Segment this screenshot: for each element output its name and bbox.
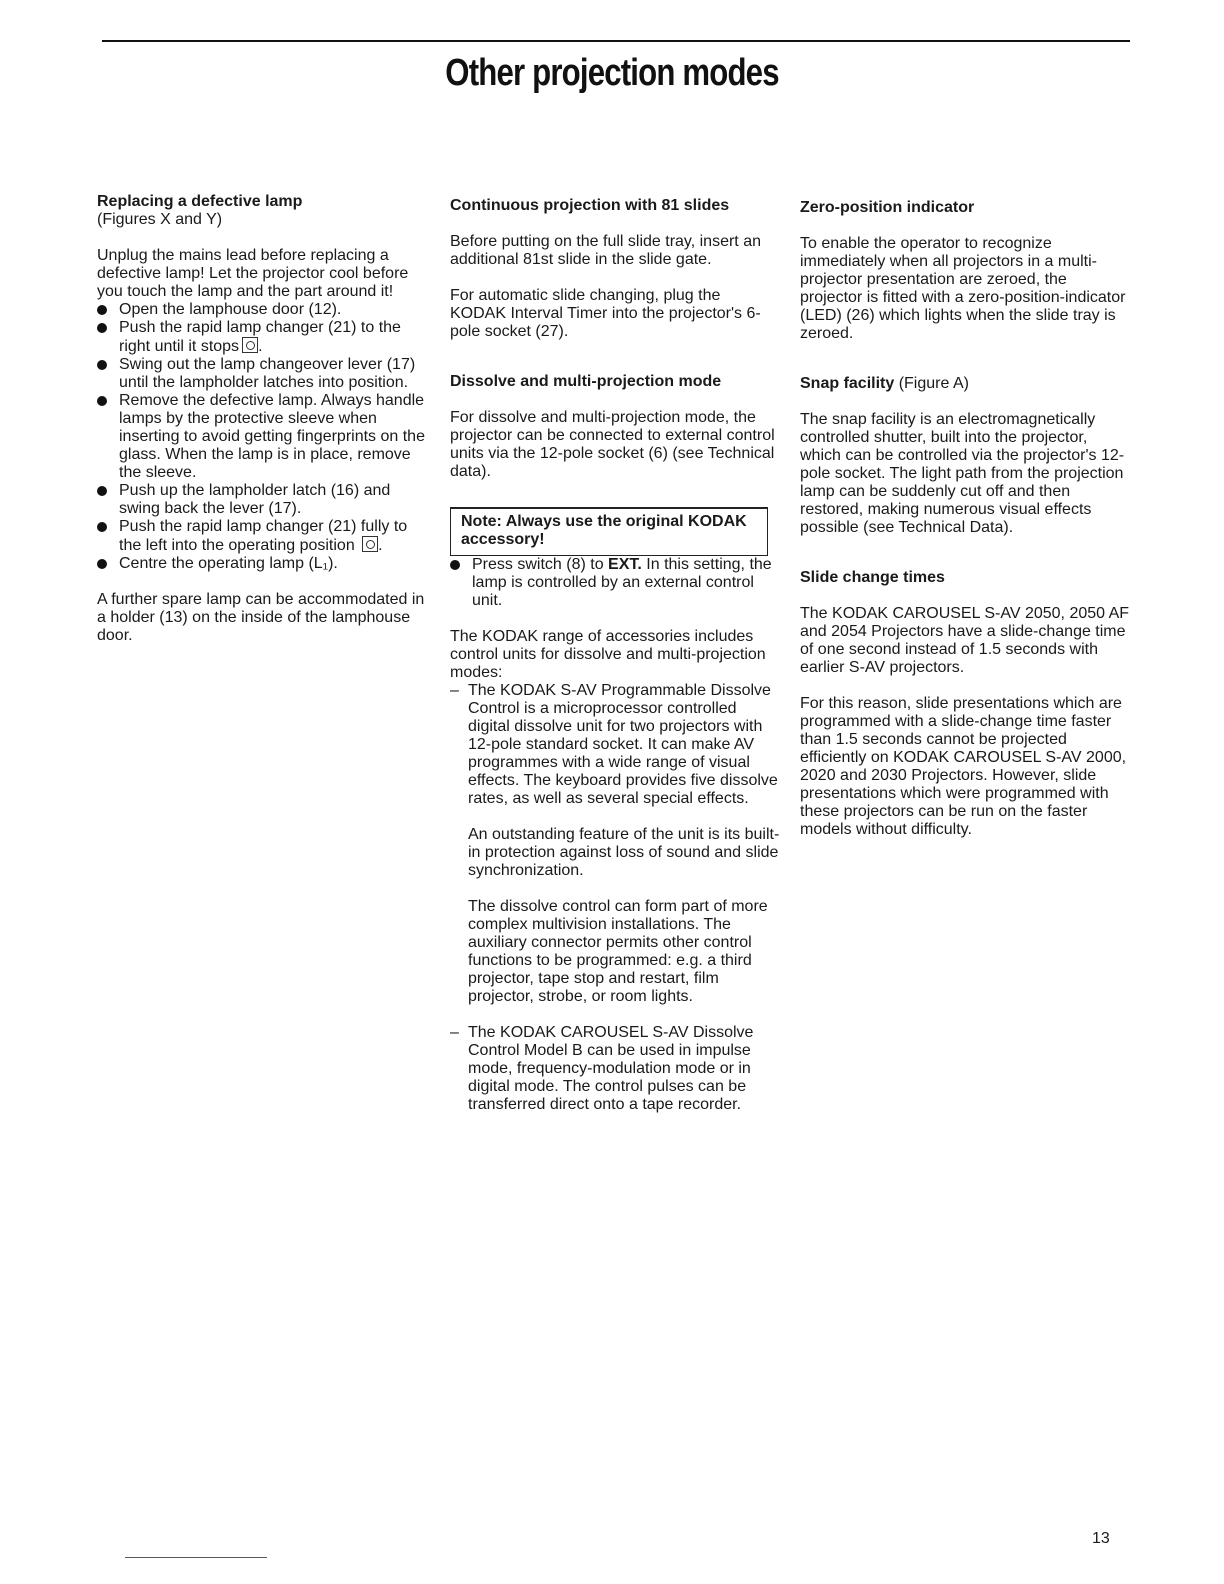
list-item: Open the lamphouse door (12). [97,301,427,319]
list-item: – The KODAK CAROUSEL S-AV Dissolve Control Model B can be used in impulse mode, frequency-modulation mode or in digital mode. The control pulses can be transferred direct onto a tape recorder. [450,1024,754,1113]
heading-replacing-lamp: Replacing a defective lamp [97,193,303,210]
column-projection-modes [450,197,780,1114]
list-item: Centre the operating lamp (L₁). [97,555,427,573]
accessories-paragraph: The KODAK range of accessories includes control units for dissolve and multi-projection modes: [450,628,766,681]
list-item: Swing out the lamp changeover lever (17) until the lampholder latches into position. [97,356,427,392]
snap-facility-paragraph: The snap facility is an electromagnetically controlled shutter, built into the projector, which can be controlled via the projector's 12-pole socket. The light path from the projection lamp can be suddenly cut off and then restored, making numerous visual effects possible (see Technical Data). [800,411,1125,536]
figures-reference: (Figures X and Y) [97,211,223,228]
page-number: 13 [1092,1530,1110,1547]
list-item: Push the rapid lamp changer (21) to the right until it stops . [97,319,427,356]
column-indicators [800,199,1130,839]
bottom-rule [125,1557,267,1558]
lamp-warning-paragraph: Unplug the mains lead before replacing a defective lamp! Let the projector cool before you touch the lamp and the part around it! [97,247,409,300]
top-rule [102,40,1130,42]
heading-zero-position: Zero-position indicator [800,199,975,216]
zero-position-paragraph: To enable the operator to recognize immediately when all projectors in a multi-projector presentation are zeroed, the projector is fitted with a zero-position-indicator (LED) (26) which lights when the slide tray is zeroed. [800,235,1126,342]
page-title: Other projection modes [445,52,779,94]
heading-dissolve-mode: Dissolve and multi-projection mode [450,373,722,390]
slide-change-paragraph-2: For this reason, slide presentations which are programmed with a slide-change time faster than 1.5 seconds cannot be projected efficiently on KODAK CAROUSEL S-AV 2000, 2020 and 2030 Projectors. However, slide presentations which were programmed with these projectors can be run on the faster models without difficulty. [800,695,1127,838]
list-item: Press switch (8) to EXT. In this setting, the lamp is controlled by an external control unit. [450,556,780,610]
accessories-list [450,682,780,1114]
list-item: Remove the defective lamp. Always handle lamps by the protective sleeve when inserting to avoid getting fingerprints on the glass. When the lamp is in place, remove the sleeve. [97,392,427,482]
list-item: Push up the lampholder latch (16) and swing back the lever (17). [97,482,427,518]
slide-change-paragraph-1: The KODAK CAROUSEL S-AV 2050, 2050 AF and 2054 Projectors have a slide-change time of one second instead of 1.5 seconds with earlier S-AV projectors. [800,605,1130,676]
list-item: Push the rapid lamp changer (21) fully to the left into the operating position . [97,518,427,555]
operating-position-symbol-icon [362,536,378,552]
heading-snap-facility: Snap facility (Figure A) [800,375,969,392]
continuous-paragraph-1: Before putting on the full slide tray, insert an additional 81st slide in the slide gate. [450,233,761,268]
ext-switch-list [450,556,780,610]
note-box: Note: Always use the original KODAK accessory! [450,507,768,556]
spare-lamp-paragraph: A further spare lamp can be accommodated in a holder (13) on the inside of the lamphouse door. [97,591,425,644]
lamp-steps-list [97,301,427,573]
continuous-paragraph-2: For automatic slide changing, plug the KODAK Interval Timer into the projector's 6-pole socket (27). [450,287,761,340]
heading-slide-change-times: Slide change times [800,569,945,586]
column-lamp-replacement [97,193,427,645]
lamp-position-symbol-icon [242,337,258,353]
dissolve-paragraph: For dissolve and multi-projection mode, the projector can be connected to external control units via the 12-pole socket (6) (see Technical data). [450,409,775,480]
heading-continuous-projection: Continuous projection with 81 slides [450,197,730,214]
list-item: – The KODAK S-AV Programmable Dissolve Control is a microprocessor controlled digital dissolve unit for two projectors with 12-pole standard socket. It can make AV programmes with a wide range of visual effects. The keyboard provides five dissolve rates, as well as several special effects. An outstanding feature of the unit is its built-in protection against loss of sound and slide synchronization. The dissolve control can form part of more complex multivision installations. The auxiliary connector permits other control functions to be programmed: e.g. a third projector, tape stop and restart, film projector, strobe, or room lights. [450,682,780,1005]
